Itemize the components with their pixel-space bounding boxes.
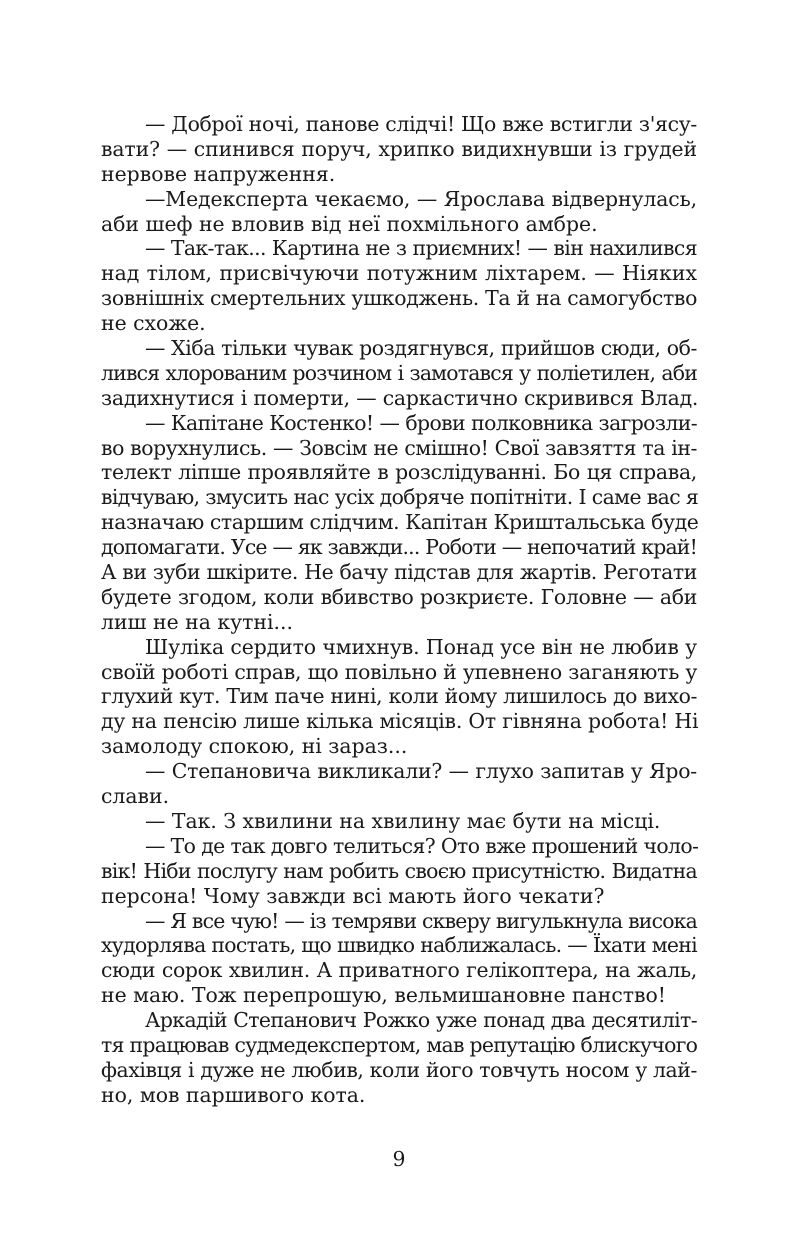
paragraph <box>101 411 697 635</box>
text-line: фахівця і дуже не любив, коли його товчуть носом у лай- <box>101 1057 697 1082</box>
text-line: глухий кут. Тим паче нині, коли йому лишилось до вихо- <box>101 684 697 709</box>
paragraph <box>101 759 697 809</box>
paragraph <box>101 834 697 909</box>
text-line: телект ліпше проявляйте в розслідуванні. Бо ця справа, <box>101 460 697 485</box>
paragraph <box>101 187 697 237</box>
paragraph <box>101 635 697 759</box>
text-line: зовнішніх смертельних ушкоджень. Та й на самогубство <box>101 286 698 311</box>
text-line: сюди сорок хвилин. А приватного гелікоптера, на жаль, <box>101 958 697 983</box>
paragraph <box>101 336 697 411</box>
paragraph <box>101 809 697 834</box>
text-line: вати? — спинився поруч, хрипко видихнувши із грудей <box>101 136 697 161</box>
text-line: назначаю старшим слідчим. Капітан Криштальська буде <box>101 510 699 535</box>
text-line: аби шеф не вловив від неї похмільного амбре. <box>101 211 598 236</box>
paragraph <box>101 112 697 187</box>
paragraph <box>101 1008 697 1108</box>
text-line: слави. <box>101 784 170 809</box>
text-line: — Я все чую! — із темряви скверу вигулькнула висока <box>145 908 697 933</box>
text-line: во ворухнулись. — Зовсім не смішно! Свої завзяття та ін- <box>101 435 697 460</box>
text-line: не схоже. <box>101 311 206 336</box>
text-line: — Капітане Костенко! — брови полковника загрозли- <box>145 410 697 435</box>
text-line: замолоду спокою, ні зараз... <box>101 734 408 759</box>
text-line: задихнутися і померти, — саркастично скривився Влад. <box>101 385 699 410</box>
body-text <box>101 112 697 1108</box>
text-line: — Хіба тільки чувак роздягнувся, прийшов сюди, об- <box>145 336 697 361</box>
text-line: —Медексперта чекаємо, — Ярослава відвернулась, <box>145 186 697 211</box>
text-line: будете згодом, коли вбивство розкриєте. Головне — аби <box>101 584 697 609</box>
text-line: відчуваю, змусить нас усіх добряче попітніти. І саме вас я <box>101 485 699 510</box>
text-line: над тілом, присвічуючи потужним ліхтарем. — Ніяких <box>101 261 697 286</box>
paragraph <box>101 909 697 1009</box>
text-line: — Степановича викликали? — глухо запитав у Яро- <box>145 759 697 784</box>
text-line: допомагати. Усе — як завжди... Роботи — непочатий край! <box>101 535 697 560</box>
paragraph <box>101 236 697 336</box>
text-line: вік! Ніби послугу нам робить своєю присутністю. Видатна <box>101 858 697 883</box>
text-line: лився хлорованим розчином і замотався у поліетилен, аби <box>101 360 697 385</box>
text-line: своїй роботі справ, що повільно й упевнено заганяють у <box>101 659 698 684</box>
text-line: тя працював судмедекспертом, мав репутацію блискучого <box>101 1032 698 1057</box>
text-line: не маю. Тож перепрошую, вельмишановне панство! <box>101 983 666 1008</box>
page-number: 9 <box>392 1147 406 1171</box>
text-line: худорлява постать, що швидко наближалась. — Їхати мені <box>101 933 697 958</box>
text-line: лиш не на кутні... <box>101 609 293 634</box>
text-line: ду на пенсію лише кілька місяців. От гівняна робота! Ні <box>101 709 699 734</box>
text-line: — То де так довго телиться? Ото вже прошений чоло- <box>145 833 699 858</box>
text-line: персона! Чому завжди всі мають його чекати? <box>101 883 605 908</box>
text-line: Аркадій Степанович Рожко уже понад два десятиліт- <box>145 1008 697 1033</box>
text-line: — Доброї ночі, панове слідчі! Що вже встигли з'ясу- <box>145 112 697 136</box>
text-line: Шуліка сердито чмихнув. Понад усе він не любив у <box>145 634 698 659</box>
text-line: А ви зуби шкірите. Не бачу підстав для жартів. Реготати <box>101 560 697 585</box>
text-line: — Так-так... Картина не з приємних! — він нахилився <box>145 236 697 261</box>
text-line: но, мов паршивого кота. <box>101 1082 366 1107</box>
text-line: — Так. З хвилини на хвилину має бути на місці. <box>145 808 661 833</box>
text-line: нервове напруження. <box>101 161 336 186</box>
